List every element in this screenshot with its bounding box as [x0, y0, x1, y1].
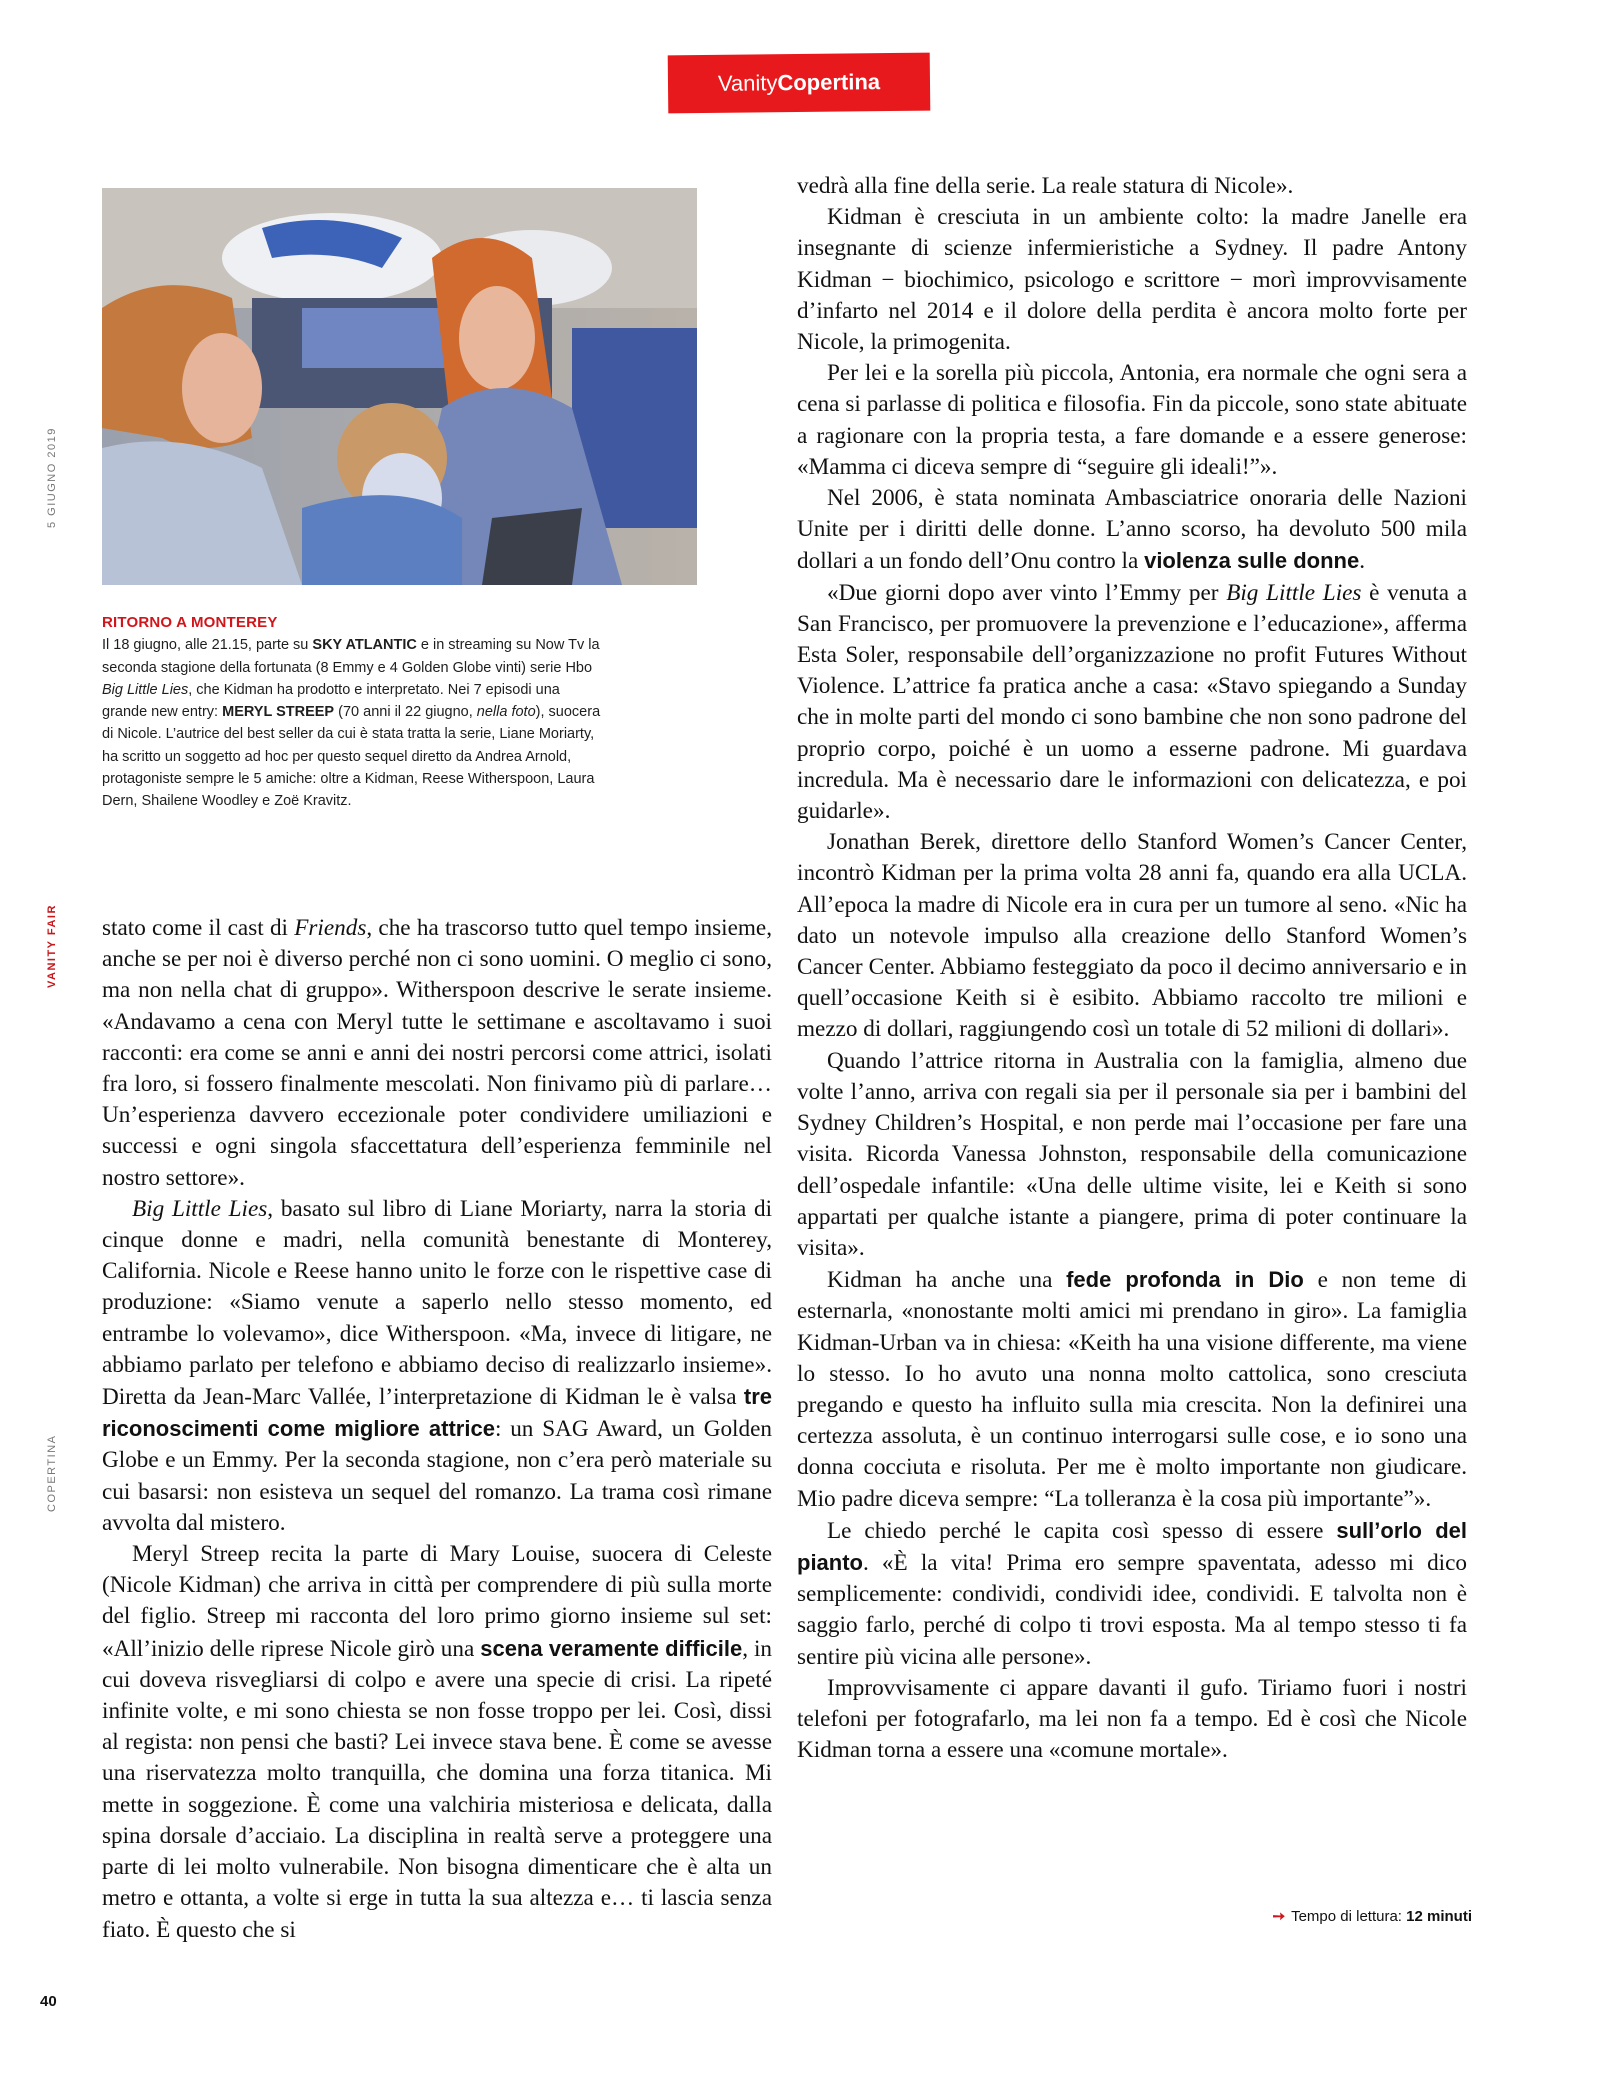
magazine-brand: VANITY FAIR [46, 904, 58, 988]
section-tag [668, 53, 931, 114]
article-paragraph [797, 578, 1467, 828]
caption-body [102, 634, 602, 812]
body-text: stato come il cast di [102, 915, 295, 941]
page-number: 40 [40, 1993, 57, 2010]
highlight-text: scena veramente difficile [480, 1635, 743, 1661]
article-paragraph [797, 202, 1467, 358]
article-column-right [797, 171, 1467, 1766]
article-paragraph [102, 913, 772, 1194]
section-label: COPERTINA [46, 1434, 58, 1512]
article-photo [102, 188, 697, 585]
caption-bold: SKY ATLANTIC [312, 637, 417, 654]
body-text: Le chiedo perché le capita così spesso di essere [827, 1517, 1337, 1544]
body-text: e non teme di esternarla, «nonostante molti amici mi prendano in giro». La famiglia Kidman-Urban va in chiesa: «Keith ha una visione differente, ma viene lo stesso. Io ho avuto una nonna molto cattolica, sono cresciuta pregando e questo ha influito sulla mia crescita. Non la definirei una certezza assoluta, è un continuo interrogarsi sulle cose, e io sono una donna cocciuta e risoluta. Per me è molto importante non giudicare. Mio padre diceva sempre: “La tolleranza è la cosa più importante”». [797, 1267, 1467, 1512]
body-text: Jonathan Berek, direttore dello Stanford Women’s Cancer Center, incontrò Kidman per la prima volta 28 anni fa, quando era alla UCLA. All’epoca la madre di Nicole era in cura per un tumore al seno. «Nic ha dato un notevole impulso alla creazione dello Stanford Women’s Cancer Center. Abbiamo festeggiato da poco il decimo anniversario e in quell’occasione Keith si è esibito. Abbiamo raccolto tre milioni e mezzo di dollari, raggiungendo così un totale di 52 milioni di dollari». [797, 829, 1467, 1043]
article-paragraph [102, 1539, 772, 1946]
reading-time-value: 12 minuti [1406, 1908, 1472, 1925]
body-text: , in cui doveva risvegliarsi di colpo e avere una specie di crisi. La ripeté infinite volte, e mi sono chiesta se non fosse troppo per lei. Così, dissi al regista: non pensi che basti? Lei invece stava bene. È come se avesse una riservatezza molto tranquilla, che domina una forza titanica. Mi mette in soggezione. È come una valchiria misteriosa e delicata, dalla spina dorsale d’acciaio. La disciplina in realtà serve a proteggere una parte di lei molto vulnerabile. Non bisogna dimenticare che è alta un metro e ottanta, a volte si erge in tutta la sua altezza e… ti lascia senza fiato. È questo che si [102, 1635, 772, 1943]
caption-bold: MERYL STREEP [222, 704, 335, 721]
photo-caption [102, 612, 602, 813]
article-paragraph [797, 1673, 1467, 1767]
issue-date: 5 GIUGNO 2019 [46, 427, 58, 528]
reading-time-label: Tempo di lettura: [1291, 1908, 1402, 1925]
article-paragraph [797, 483, 1467, 578]
body-text: . «È la vita! Prima ero sempre spaventata, adesso mi dico semplicemente: condividi, condividi idee, condividi. E talvolta non è saggio farlo, perché di colpo ti trovi esposta. Ma al tempo stesso ti fa sentire più vicina alle persone». [797, 1549, 1467, 1670]
article-paragraph [797, 171, 1467, 202]
body-text: : un SAG Award, un Golden Globe e un Emmy. Per la seconda stagione, non c’era però materiale su cui basarsi: non esisteva un sequel del romanzo. La trama così rimane avvolta dal mistero. [102, 1416, 772, 1536]
article-paragraph [797, 1264, 1467, 1515]
article-column-left [102, 913, 772, 1946]
body-text: è venuta a San Francisco, per promuovere la prevenzione e l’educazione», afferma Esta Soler, responsabile dell’organizzazione no profit Futures Without Violence. L’attrice fa pratica anche a casa: «Stavo spiegando a Sunday che in molte parti del mondo ci sono bambine che non sono padrone del proprio corpo, poiché è un uomo a esserne padrone. Mi guardava incredula. Ma è necessario dare le informazioni con delicatezza, e poi guidarle». [797, 579, 1468, 825]
article-paragraph [797, 1515, 1467, 1673]
arrow-right-icon: ➙ [1272, 1908, 1286, 1925]
body-text: Nel 2006, è stata nominata Ambasciatrice onoraria delle Nazioni Unite per i diritti delle donne. L’anno scorso, ha devoluto 500 mila dollari a un fondo dell’Onu contro la [797, 485, 1467, 575]
section-tag-prefix: Vanity [717, 70, 778, 96]
body-text: vedrà alla fine della serie. La reale statura di Nicole». [797, 173, 1294, 199]
article-paragraph [797, 1046, 1467, 1264]
highlight-text: sull’orlo del pianto [797, 1517, 1467, 1575]
caption-text: ), suocera di Nicole. L’autrice del best seller da cui è stata tratta la serie, Liane Moriarty, ha scritto un soggetto ad hoc per questo sequel diretto da Andrea Arnold, protagoniste sempre le 5 amiche: oltre a Kidman, Reese Witherspoon, Laura Dern, Shailene Woodley e Zoë Kravitz. [102, 704, 601, 810]
caption-text: Il 18 giugno, alle 21.15, parte su [102, 637, 313, 654]
italic-text: Big Little Lies [1226, 579, 1362, 606]
article-paragraph [797, 827, 1467, 1045]
italic-text: Friends [294, 915, 367, 941]
body-text: Quando l’attrice ritorna in Australia con la famiglia, almeno due volte l’anno, arriva con regali sia per il personale sia per i bambini del Sydney Children’s Hospital, e non perde mai l’occasione per fare una visita. Ricorda Vanessa Johnston, responsabile della comunicazione dell’ospedale infantile: «Una delle ultime visite, lei e Keith si sono appartati per qualche istante a piangere, prima di poter continuare la visita». [797, 1047, 1467, 1261]
body-text: Improvvisamente ci appare davanti il gufo. Tiriamo fuori i nostri telefoni per fotografarlo, ma lei non fa a tempo. Ed è così che Nicole Kidman torna a essere una «comune mortale». [797, 1674, 1467, 1764]
body-text: , che ha trascorso tutto quel tempo insieme, anche se per noi è diverso perché non ci sono uomini. O meglio ci sono, ma non nella chat di gruppo». Witherspoon descrive le serate insieme. «Andavamo a cena con Meryl tutte le settimane e ascoltavamo i suoi racconti: era come se anni e anni dei nostri percorsi come attrici, isolati fra loro, si fossero finalmente mescolati. Non finivamo più di parlare… Un’esperienza davvero eccezionale poter condividere umiliazioni e successi e ogni singola sfaccettatura dell’esperienza femminile nel nostro settore». [102, 915, 772, 1191]
body-text: Per lei e la sorella più piccola, Antonia, era normale che ogni sera a cena si parlasse di politica e filosofia. Fin da piccole, sono state abituate a ragionare con la propria testa, a fare domande e a essere generose: «Mamma ci diceva sempre di “seguire gli ideali!”». [797, 360, 1467, 480]
section-tag-name: Copertina [777, 69, 881, 96]
italic-text: Big Little Lies [132, 1195, 268, 1222]
body-text: , basato sul libro di Liane Moriarty, narra la storia di cinque donne e madri, nella comunità benestante di Monterey, California. Nicole e Reese hanno unito le forze con le rispettive case di produzione: «Siamo venute a saperlo nello stesso momento, ed entrambe lo volevamo», dice Witherspoon. «Ma, invece di litigare, ne abbiamo parlato per telefono e abbiamo deciso di realizzarlo insieme». Diretta da Jean-Marc Vallée, l’interpretazione di Kidman le è valsa [102, 1195, 773, 1411]
body-text: Meryl Streep recita la parte di Mary Louise, suocera di Celeste (Nicole Kidman) che arriva in città per comprendere di più sulla morte del figlio. Streep mi racconta del loro primo giorno insieme sul set: «All’inizio delle riprese Nicole girò una [102, 1541, 772, 1662]
article-paragraph [797, 358, 1467, 483]
caption-italic: nella foto [476, 704, 536, 721]
body-text: Kidman è cresciuta in un ambiente colto: la madre Janelle era insegnante di scienze infermieristiche a Sydney. Il padre Antony Kidman − biochimico, psicologo e scrittore − morì improvvisamente d’infarto nel 2014 e il dolore della perdita è ancora molto forte per Nicole, la primogenita. [797, 204, 1467, 356]
body-text: «Due giorni dopo aver vinto l’Emmy per [827, 579, 1227, 606]
caption-title: RITORNO A MONTEREY [102, 614, 278, 631]
body-text: Kidman ha anche una [827, 1267, 1067, 1294]
caption-italic: Big Little Lies [102, 681, 189, 698]
caption-text: , che Kidman ha prodotto e interpretato. Nei 7 episodi una grande new entry: [102, 681, 560, 721]
body-text: . [1359, 548, 1366, 575]
caption-text: (70 anni il 22 giugno, [334, 704, 477, 721]
caption-text: e in streaming su Now Tv la seconda stagione della fortunata (8 Emmy e 4 Golden Globe vinti) serie Hbo [102, 637, 600, 676]
article-paragraph [102, 1194, 772, 1539]
highlight-text: tre riconoscimenti come migliore attrice [102, 1384, 772, 1442]
highlight-text: violenza sulle donne [1144, 548, 1360, 574]
reading-time [1273, 1907, 1473, 1925]
highlight-text: fede profonda in Dio [1066, 1267, 1304, 1293]
